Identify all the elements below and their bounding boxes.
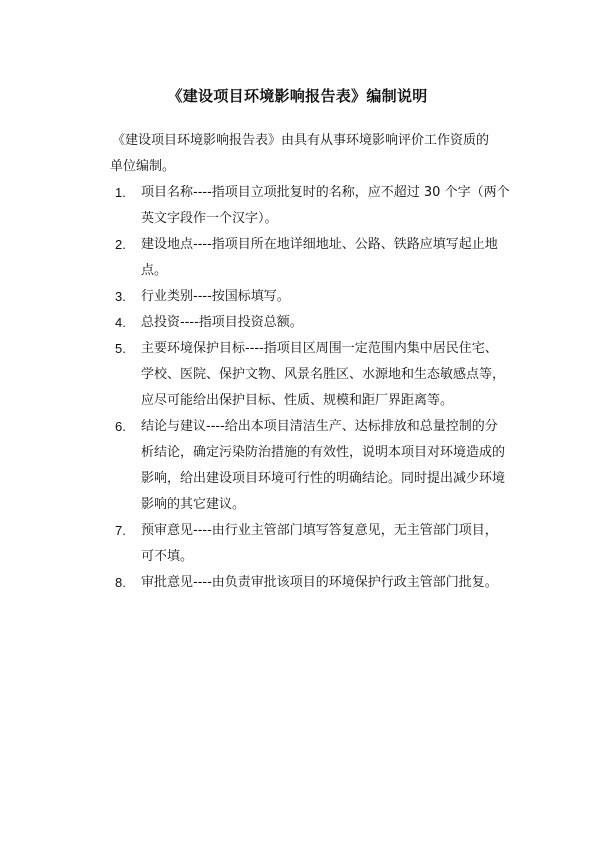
list-line: 总投资----指项目投资总额。: [141, 315, 303, 330]
list-item-2: [112, 232, 532, 284]
list-line: 项目名称----指项目立项批复时的名称，应不超过 30 个字（两个: [141, 185, 510, 200]
list-number: 7.: [115, 523, 126, 538]
list-number: 3.: [115, 289, 126, 304]
list-number: 5.: [115, 341, 126, 356]
list-number: 2.: [115, 237, 126, 252]
list-line: 影响的其它建议。: [141, 497, 246, 512]
list-number: 1.: [115, 185, 126, 200]
list-item-8: [112, 570, 532, 596]
list-line: 审批意见----由负责审批该项目的环境保护行政主管部门批复。: [141, 575, 498, 590]
list-line: 点。: [141, 263, 168, 278]
list-number: 4.: [115, 315, 126, 330]
list-item-3: [112, 284, 532, 310]
list-line: 影响，给出建设项目环境可行性的明确结论。同时提出减少环境: [141, 471, 506, 486]
instruction-list: [112, 180, 532, 596]
list-line: 结论与建议----给出本项目清洁生产、达标排放和总量控制的分: [141, 419, 498, 434]
list-line: 学校、医院、保护文物、风景名胜区、水源地和生态敏感点等，: [141, 367, 506, 382]
list-item-1: [112, 180, 532, 232]
intro-line-2: 单位编制。: [110, 159, 176, 174]
intro-paragraph: [112, 128, 532, 180]
list-line: 建设地点----指项目所在地详细地址、公路、铁路应填写起止地: [141, 237, 498, 252]
page-title: 《建设项目环境影响报告表》编制说明: [167, 87, 428, 105]
list-line: 可不填。: [141, 549, 194, 564]
list-line: 行业类别----按国标填写。: [141, 289, 290, 304]
list-line: 主要环境保护目标----指项目区周围一定范围内集中居民住宅、: [141, 341, 498, 356]
list-item-4: [112, 310, 532, 336]
list-line: 析结论，确定污染防治措施的有效性，说明本项目对环境造成的: [141, 445, 506, 460]
list-item-6: [112, 414, 532, 518]
list-number: 6.: [115, 419, 126, 434]
list-item-7: [112, 518, 532, 570]
list-line: 应尽可能给出保护目标、性质、规模和距厂界距离等。: [141, 393, 454, 408]
list-item-5: [112, 336, 532, 414]
list-number: 8.: [115, 575, 126, 590]
list-line: 英文字段作一个汉字）。: [141, 211, 278, 226]
list-line: 预审意见----由行业主管部门填写答复意见，无主管部门项目，: [141, 523, 498, 538]
intro-line-1: 《建设项目环境影响报告表》由具有从事环境影响评价工作资质的: [112, 133, 490, 148]
